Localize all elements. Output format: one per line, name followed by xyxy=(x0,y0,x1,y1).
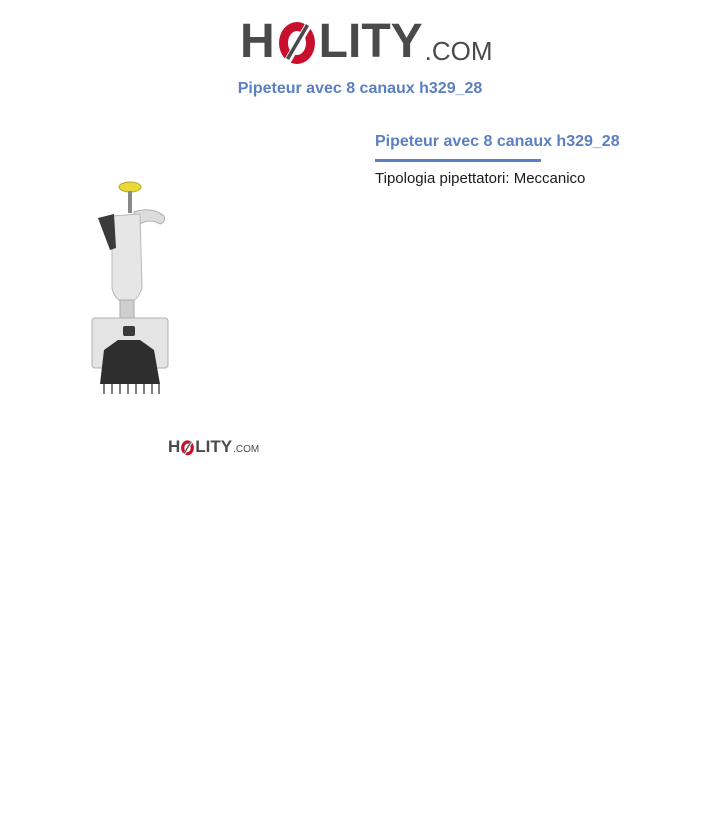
product-info xyxy=(375,132,705,187)
page-title: Pipeteur avec 8 canaux h329_28 xyxy=(237,80,483,97)
spec-value: Meccanico xyxy=(513,170,586,187)
product-title: Pipeteur avec 8 canaux h329_28 xyxy=(375,133,620,150)
watermark-letters-lity: LITY xyxy=(195,437,233,456)
logo-o-icon xyxy=(276,18,318,66)
watermark-com: .COM xyxy=(233,444,260,455)
title-underline xyxy=(375,159,541,162)
logo-com: .COM xyxy=(424,36,493,66)
watermark-logo xyxy=(168,436,259,456)
spec-row xyxy=(375,170,705,187)
logo-letter-h: H xyxy=(240,15,275,68)
watermark-letter-h: H xyxy=(168,437,181,456)
spec-label: Tipologia pipettatori: xyxy=(375,170,510,187)
watermark-o-icon xyxy=(180,439,195,456)
site-logo[interactable] xyxy=(240,12,493,66)
logo-letters-lity: LITY xyxy=(318,15,423,68)
multichannel-pipette-image xyxy=(82,178,182,400)
